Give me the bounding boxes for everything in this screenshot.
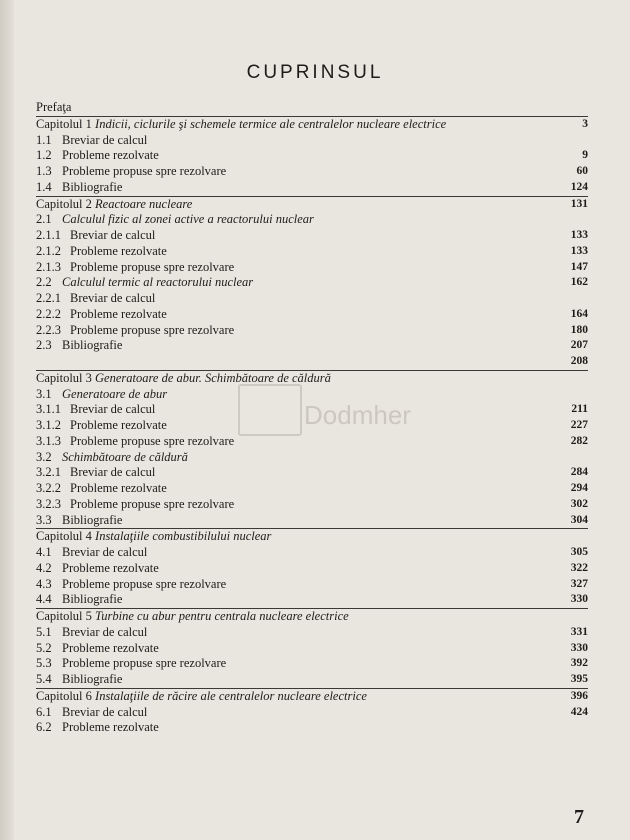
toc-page-number: 396 <box>570 689 588 702</box>
toc-page-number: 133 <box>570 229 588 241</box>
toc-page-number: 294 <box>570 482 588 494</box>
toc-number: 5.3 <box>36 656 52 671</box>
toc-page-number: 131 <box>570 197 588 210</box>
toc-number: 2.2.1 <box>36 291 61 305</box>
toc-row <box>36 133 588 149</box>
toc-row <box>36 323 588 339</box>
toc-number: 5.1 <box>36 624 52 639</box>
chapter-title: Instalaţiile combustibilului nuclear <box>95 529 272 544</box>
toc-row <box>36 307 588 323</box>
toc-label: Prefaţa <box>36 100 72 114</box>
toc-row <box>36 228 588 244</box>
toc-number: 2.2 <box>36 275 52 290</box>
toc-number: 3.2.3 <box>36 496 61 511</box>
toc-number: 3.1.2 <box>36 418 61 432</box>
toc-label: Probleme rezolvate <box>62 148 159 163</box>
toc-label: Probleme rezolvate <box>70 418 167 432</box>
toc-page-number: 147 <box>570 260 588 273</box>
toc-page-number: 327 <box>570 577 588 590</box>
chapter-title: Indicii, ciclurile şi schemele termice ale centralelor nucleare electrice <box>95 116 447 131</box>
toc-number: 2.1.2 <box>36 243 61 258</box>
toc-number: 3.2.2 <box>36 481 61 495</box>
chapter-row <box>36 688 588 705</box>
toc-label: Bibliografie <box>62 179 123 194</box>
toc-number: 3.2 <box>36 449 52 464</box>
toc-page-number: 392 <box>570 657 588 670</box>
toc-label: Probleme propuse spre rezolvare <box>62 656 227 671</box>
toc-label: Probleme rezolvate <box>62 720 159 735</box>
toc-label: Probleme rezolvate <box>62 640 159 655</box>
toc-label: Breviar de calcul <box>70 402 156 417</box>
toc-label: Probleme propuse spre rezolvare <box>62 576 227 591</box>
toc-label: Capitolul 1 Indicii, ciclurile şi schemele termice ale centralelor nucleare electrice <box>36 116 447 131</box>
toc-page-number: 227 <box>570 419 588 431</box>
toc-page-number: 424 <box>570 705 588 718</box>
toc-page-number: 208 <box>570 355 588 367</box>
toc-number: 2.3 <box>36 338 52 353</box>
toc-page-number: 180 <box>570 323 588 336</box>
toc-number: 2.1 <box>36 212 52 227</box>
toc-number: 4.2 <box>36 560 52 575</box>
toc-label: Probleme propuse spre rezolvare <box>70 433 235 448</box>
toc-number: 3.1.1 <box>36 402 61 417</box>
book-gutter <box>0 0 14 840</box>
toc-row <box>36 354 588 370</box>
toc-number: 3.1.3 <box>36 433 61 448</box>
toc-number: 6.2 <box>36 720 52 735</box>
toc-number: 2.2.3 <box>36 322 61 337</box>
toc-label: Breviar de calcul <box>62 624 148 639</box>
toc-row <box>36 450 588 466</box>
toc-label: Bibliografie <box>62 672 123 686</box>
toc-label: Capitolul 2 Reactoare nucleare <box>36 196 193 211</box>
toc-label: Probleme propuse spre rezolvare <box>62 164 227 178</box>
toc-page-number: 133 <box>570 244 588 257</box>
toc-label: Probleme rezolvate <box>70 481 167 495</box>
toc-row <box>36 148 588 164</box>
toc-row <box>36 720 588 736</box>
toc-row <box>36 705 588 721</box>
toc-number: 4.3 <box>36 576 52 591</box>
toc-label: Breviar de calcul <box>62 704 148 719</box>
toc-number: 1.3 <box>36 164 52 178</box>
toc-row <box>36 561 588 577</box>
toc-row <box>36 260 588 276</box>
toc-row <box>36 641 588 657</box>
toc-row <box>36 481 588 497</box>
toc-label: Breviar de calcul <box>70 291 156 305</box>
toc-number: 2.1.1 <box>36 228 61 242</box>
toc-row <box>36 244 588 260</box>
toc-label: Probleme rezolvate <box>70 243 167 258</box>
watermark-text: Dodmher <box>304 400 411 430</box>
toc-row <box>36 465 588 481</box>
toc-number: 6.1 <box>36 704 52 719</box>
toc-page-number: 330 <box>570 641 588 654</box>
toc-page-number: 211 <box>571 403 588 416</box>
chapter-title: Reactoare nucleare <box>95 196 193 211</box>
chapter-row <box>36 370 588 387</box>
toc-number: 1.4 <box>36 179 52 194</box>
toc-label: Capitolul 6 Instalaţiile de răcire ale centralelor nucleare electrice <box>36 688 367 703</box>
toc-number: 3.2.1 <box>36 465 61 480</box>
toc-label: Capitolul 4 Instalaţiile combustibilului nuclear <box>36 529 272 544</box>
toc-label: Breviar de calcul <box>62 545 148 559</box>
toc-number: 5.2 <box>36 640 52 655</box>
toc-label: Generatoare de abur <box>62 386 168 401</box>
toc-row <box>36 625 588 641</box>
toc-label: Probleme rezolvate <box>62 560 159 575</box>
toc-number: 4.4 <box>36 592 52 607</box>
toc-label: Breviar de calcul <box>70 465 156 480</box>
toc-label: Bibliografie <box>62 338 123 353</box>
toc-row <box>36 212 588 228</box>
toc-page-number: 282 <box>570 434 588 447</box>
toc-label: Probleme propuse spre rezolvare <box>70 259 235 274</box>
chapter-title: Turbine cu abur pentru centrala nucleare electrice <box>95 609 349 623</box>
toc-label: Probleme rezolvate <box>70 306 167 321</box>
toc-number: 3.3 <box>36 512 52 527</box>
toc-row <box>36 592 588 608</box>
toc-row <box>36 275 588 291</box>
toc-page-number: 322 <box>570 561 588 574</box>
toc-number: 1.2 <box>36 148 52 163</box>
toc-row <box>36 100 588 116</box>
toc-label: Schimbătoare de căldură <box>62 449 188 464</box>
chapter-row <box>36 608 588 625</box>
toc-label: Breviar de calcul <box>62 132 148 147</box>
toc-number: 5.4 <box>36 672 52 686</box>
toc-label: Bibliografie <box>62 592 123 607</box>
toc-row <box>36 577 588 593</box>
toc-label: Calculul termic al reactorului nuclear <box>62 275 254 290</box>
toc-row <box>36 164 588 180</box>
page-title: CUPRINSUL <box>246 62 384 83</box>
toc-page-number: 162 <box>570 276 588 289</box>
toc-page-number: 330 <box>570 593 588 606</box>
toc-row <box>36 545 588 561</box>
toc-row <box>36 338 588 354</box>
toc-label: Probleme propuse spre rezolvare <box>70 496 235 511</box>
chapter-row <box>36 528 588 545</box>
toc-page-number: 395 <box>570 673 588 685</box>
toc-number: 1.1 <box>36 132 52 147</box>
toc-label: Bibliografie <box>62 512 123 527</box>
toc-label: Probleme propuse spre rezolvare <box>70 322 235 337</box>
watermark-logo <box>238 384 302 436</box>
toc-page-number: 304 <box>570 513 588 526</box>
toc-number: 4.1 <box>36 545 52 559</box>
toc-number: 3.1 <box>36 386 52 401</box>
toc-row <box>36 434 588 450</box>
chapter-row <box>36 116 588 133</box>
toc-page-number: 331 <box>570 625 588 638</box>
toc-row <box>36 513 588 529</box>
toc-page-number: 60 <box>576 165 588 177</box>
toc-page-number: 302 <box>570 497 588 510</box>
toc-number: 2.1.3 <box>36 259 61 274</box>
toc-label: Capitolul 5 Turbine cu abur pentru centrala nucleare electrice <box>36 609 349 623</box>
toc-page-number: 3 <box>582 117 588 130</box>
toc-page-number: 284 <box>570 466 588 479</box>
toc-label: Capitolul 3 Generatoare de abur. Schimbătoare de căldură <box>36 370 331 385</box>
toc-number: 2.2.2 <box>36 306 61 321</box>
toc-row <box>36 180 588 196</box>
toc-page-number: 164 <box>570 307 588 320</box>
toc-label: Calculul fizic al zonei active a reactorului nuclear <box>62 212 314 227</box>
toc-row <box>36 656 588 672</box>
toc-row <box>36 291 588 307</box>
toc-row <box>36 497 588 513</box>
chapter-title: Instalaţiile de răcire ale centralelor nucleare electrice <box>95 688 367 703</box>
toc-page-number: 305 <box>570 546 588 558</box>
toc-label: Breviar de calcul <box>70 228 156 242</box>
chapter-row <box>36 196 588 213</box>
toc-page-number: 9 <box>582 149 588 162</box>
toc-row <box>36 672 588 688</box>
toc-page-number: 124 <box>570 180 588 193</box>
toc-page-number: 207 <box>570 339 588 352</box>
chapter-title: Generatoare de abur. Schimbătoare de căldură <box>95 370 331 385</box>
page-number: 7 <box>574 806 584 828</box>
